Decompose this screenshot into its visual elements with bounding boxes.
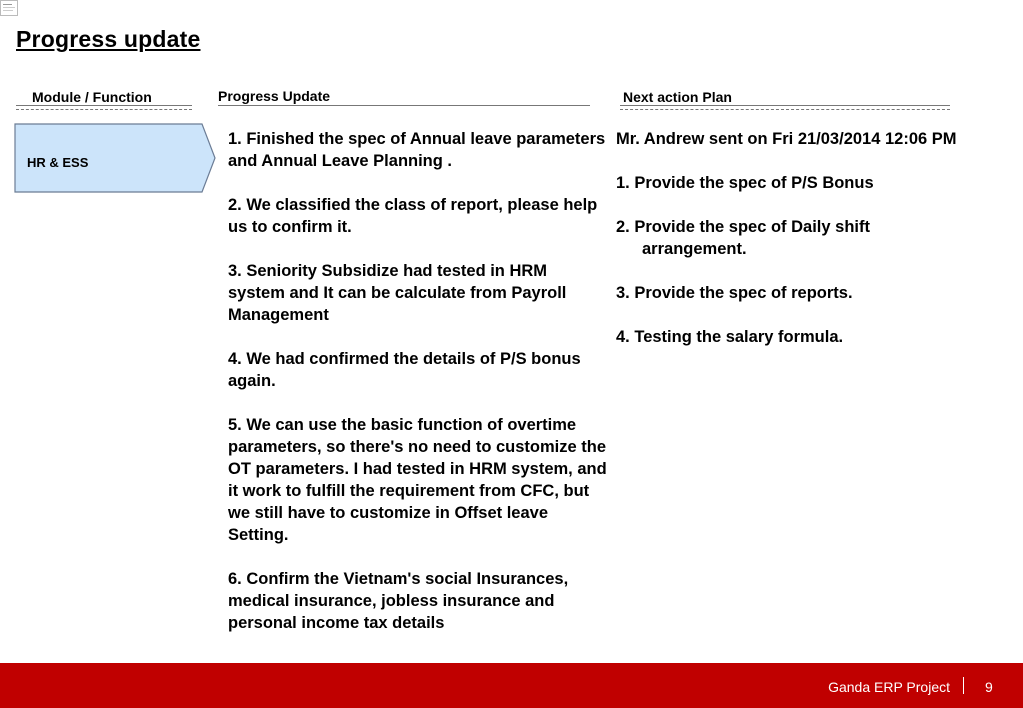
header-dashed-rule: [16, 109, 192, 110]
footer-separator: [963, 677, 964, 694]
column-header-module-label: Module / Function: [32, 89, 152, 105]
page-number: 9: [985, 679, 993, 695]
next-action-item-line: 2. Provide the spec of Daily shift: [616, 218, 870, 236]
page-title: Progress update: [16, 26, 201, 52]
progress-item: 2. We classified the class of report, please help us to confirm it.: [228, 196, 598, 236]
progress-update-list: [228, 128, 608, 656]
progress-item: 6. Confirm the Vietnam's social Insurances, medical insurance, jobless insurance and personal income tax details: [228, 570, 569, 632]
header-underline: [218, 105, 590, 106]
footer-bar: [0, 663, 1023, 708]
column-header-progress: [218, 86, 590, 110]
header-dashed-rule: [620, 109, 950, 110]
column-header-next-label: Next action Plan: [623, 89, 732, 105]
next-action-item: 4. Testing the salary formula.: [616, 328, 844, 346]
progress-item: 1. Finished the spec of Annual leave parameters and Annual Leave Planning .: [228, 130, 606, 170]
progress-item: 4. We had confirmed the details of P/S bonus again.: [228, 350, 581, 390]
progress-item: 5. We can use the basic function of overtime parameters, so there's no need to customize the OT parameters. I had tested in HRM system, and it work to fulfill the requirement from CFC, but we still have to customize in Offset leave Setting.: [228, 416, 607, 544]
column-header-progress-label: Progress Update: [218, 88, 331, 104]
next-action-item: 3. Provide the spec of reports.: [616, 284, 853, 302]
progress-item: 3. Seniority Subsidize had tested in HRM system and It can be calculate from Payroll Management: [228, 262, 567, 324]
next-action-item: 1. Provide the spec of P/S Bonus: [616, 174, 874, 192]
module-arrow-shape: [14, 123, 217, 194]
footer-project-name: Ganda ERP Project: [828, 679, 950, 695]
module-label: HR & ESS: [27, 155, 89, 170]
column-header-module: [16, 86, 192, 110]
next-action-item-continuation: arrangement.: [642, 240, 747, 258]
next-action-list: [616, 128, 1016, 370]
column-header-next: [620, 86, 950, 110]
header-underline: [16, 105, 192, 106]
header-underline: [620, 105, 950, 106]
next-action-intro: Mr. Andrew sent on Fri 21/03/2014 12:06 PM: [616, 130, 957, 148]
next-action-item: [616, 216, 1016, 260]
slide-thumbnail-icon: [0, 0, 18, 16]
